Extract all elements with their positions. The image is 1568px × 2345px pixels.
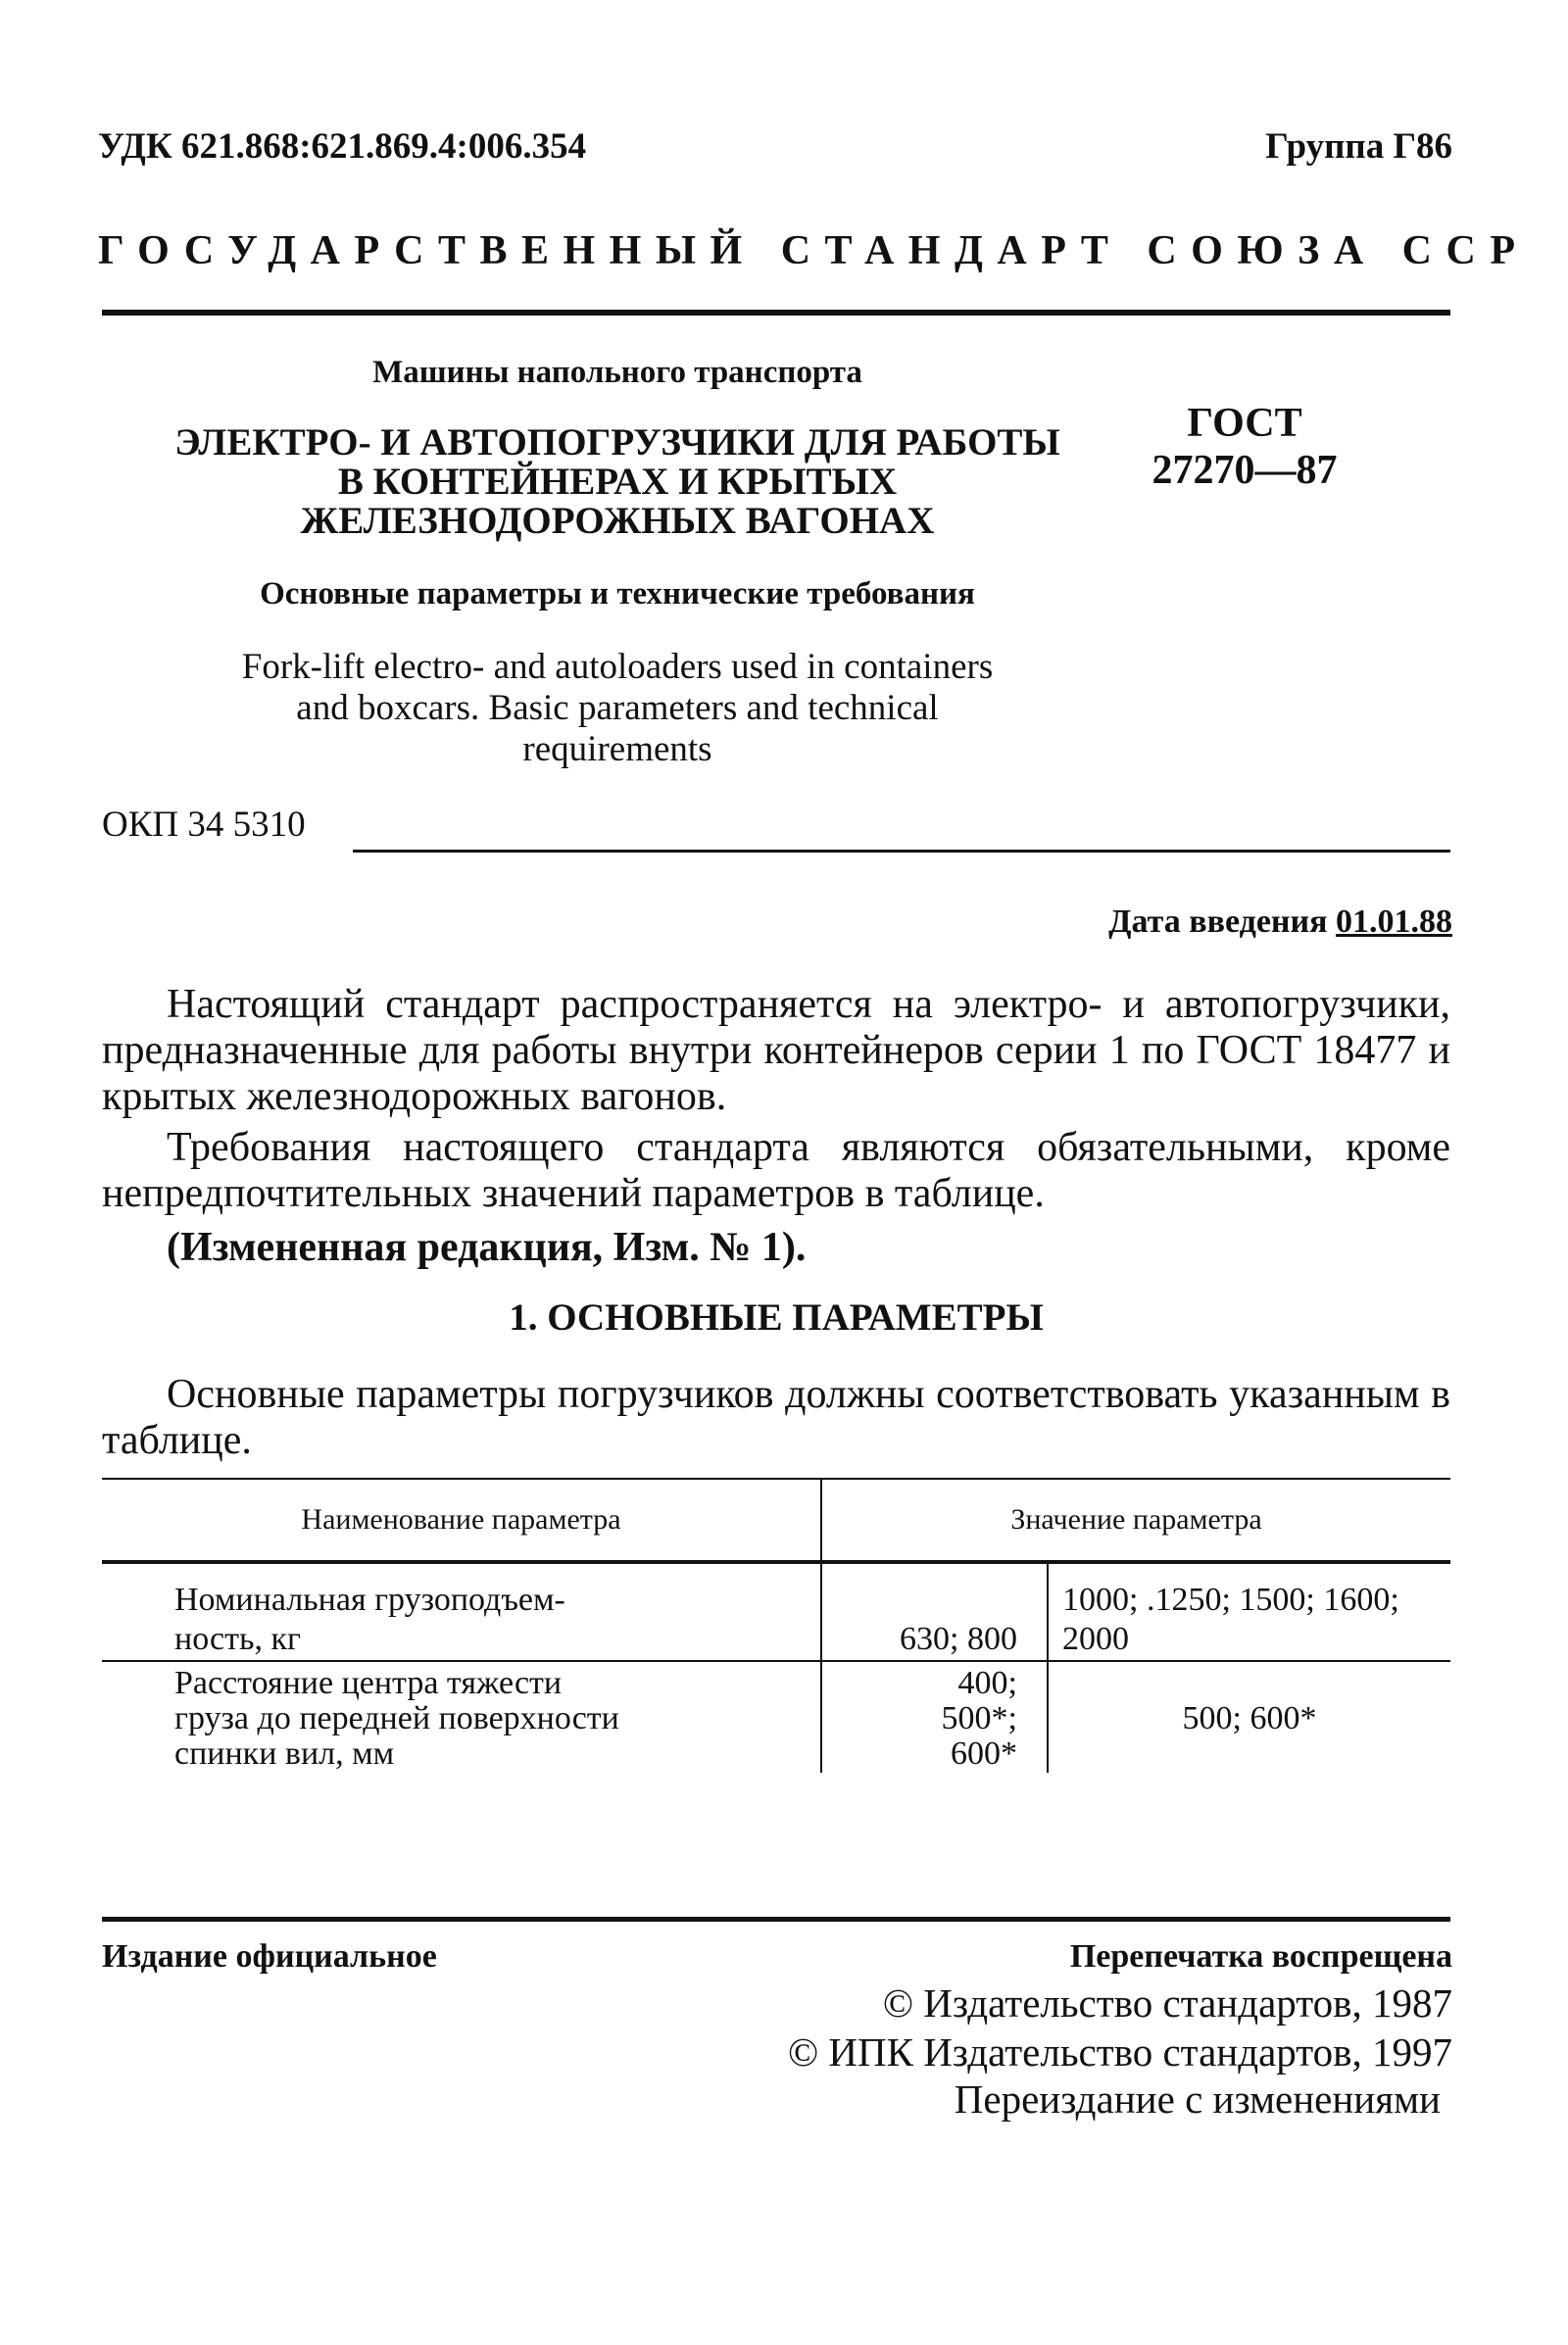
title-line: В КОНТЕЙНЕРАХ И КРЫТЫХ — [337, 461, 898, 503]
title-line: ЭЛЕКТРО- И АВТОПОГРУЗЧИКИ ДЛЯ РАБОТЫ — [174, 421, 1060, 464]
table-row — [102, 1661, 1450, 1773]
paragraph-text: Настоящий стандарт распространяется на электро- и автопогрузчики, предназначенные для работы внутри контейнеров серии 1 по ГОСТ 18477 и крытых железнодорожных вагонов. — [102, 982, 1450, 1119]
row-name-line: Номинальная грузоподъем- — [174, 1582, 565, 1618]
english-title — [98, 647, 1137, 770]
udk-code: УДК 621.868:621.869.4:006.354 — [98, 126, 587, 167]
row-name-line: ность, кг — [174, 1621, 301, 1657]
group-code: Группа Г86 — [1265, 126, 1452, 167]
category-heading: Машины напольного транспорта — [372, 355, 862, 390]
amendment-text: (Измененная редакция, Изм. № 1). — [167, 1225, 807, 1270]
header-value-cell: Значение параметра — [821, 1479, 1450, 1562]
document-title — [98, 423, 1137, 541]
okp-code: ОКП 34 5310 — [102, 805, 306, 845]
table-row — [102, 1562, 1450, 1661]
introduction-date — [1108, 904, 1452, 941]
row-value1-line: 500*; — [941, 1700, 1017, 1736]
english-title-line: Fork-lift electro- and autoloaders used in containers — [241, 647, 994, 687]
copyright-1987: © Издательство стандартов, 1987 — [882, 1980, 1452, 2026]
gost-identifier — [1117, 400, 1372, 494]
row-value2-cell: 500; 600* — [1182, 1700, 1317, 1736]
row-value1-cell — [821, 1661, 1048, 1773]
document-subtitle: Основные параметры и технические требования — [260, 576, 975, 611]
row-name-line: спинки вил, мм — [174, 1735, 395, 1772]
header-name-cell: Наименование параметра — [102, 1479, 821, 1562]
parameters-table — [102, 1478, 1450, 1773]
row-value2-cell: 1000; .1250; 1500; 1600; 2000 — [1048, 1562, 1450, 1661]
gost-number: 27270—87 — [1152, 448, 1338, 493]
intro-date-value: 01.01.88 — [1336, 904, 1452, 940]
row-value1-line: 400; — [957, 1665, 1017, 1701]
parameters-table-wrapper — [102, 1478, 1450, 1773]
row-value1-line: 600* — [951, 1735, 1017, 1772]
okp-divider — [353, 850, 1450, 853]
title-line: ЖЕЛЕЗНОДОРОЖНЫХ ВАГОНАХ — [300, 500, 935, 542]
row-name-cell — [102, 1562, 821, 1661]
paragraph-requirements — [102, 1125, 1450, 1217]
amendment-note — [102, 1225, 1450, 1271]
english-title-line: requirements — [522, 729, 712, 769]
copyright-1997: © ИПК Издательство стандартов, 1997 — [787, 2029, 1452, 2075]
paragraph-text: Основные параметры погрузчиков должны соответствовать указанным в таблице. — [102, 1372, 1450, 1463]
table-header-row — [102, 1479, 1450, 1562]
row-name-line: Расстояние центра тяжести — [174, 1665, 563, 1701]
row-value1-cell: 630; 800 — [821, 1562, 1048, 1661]
footer-divider — [102, 1917, 1450, 1922]
reissue-note: Переиздание с изменениями — [954, 2076, 1441, 2122]
intro-date-label: Дата введения — [1108, 904, 1328, 940]
section-heading: 1. ОСНОВНЫЕ ПАРАМЕТРЫ — [509, 1296, 1044, 1339]
paragraph-parameters — [102, 1372, 1450, 1464]
reprint-note: Перепечатка воспрещена — [1069, 1938, 1452, 1975]
english-title-line: and boxcars. Basic parameters and technical — [296, 688, 939, 728]
edition-note: Издание официальное — [102, 1938, 437, 1975]
gost-label: ГОСТ — [1187, 401, 1302, 446]
paragraph-scope — [102, 982, 1450, 1120]
paragraph-text: Требования настоящего стандарта являются обязательными, кроме непредпочтительных значений параметров в таблице. — [102, 1125, 1450, 1216]
row-name-line: груза до передней поверхности — [174, 1700, 619, 1736]
header-divider — [102, 310, 1450, 316]
standard-banner: ГОСУДАРСТВЕННЫЙ СТАНДАРТ СОЮЗА ССР — [98, 228, 1530, 273]
row-name-cell — [102, 1661, 821, 1773]
